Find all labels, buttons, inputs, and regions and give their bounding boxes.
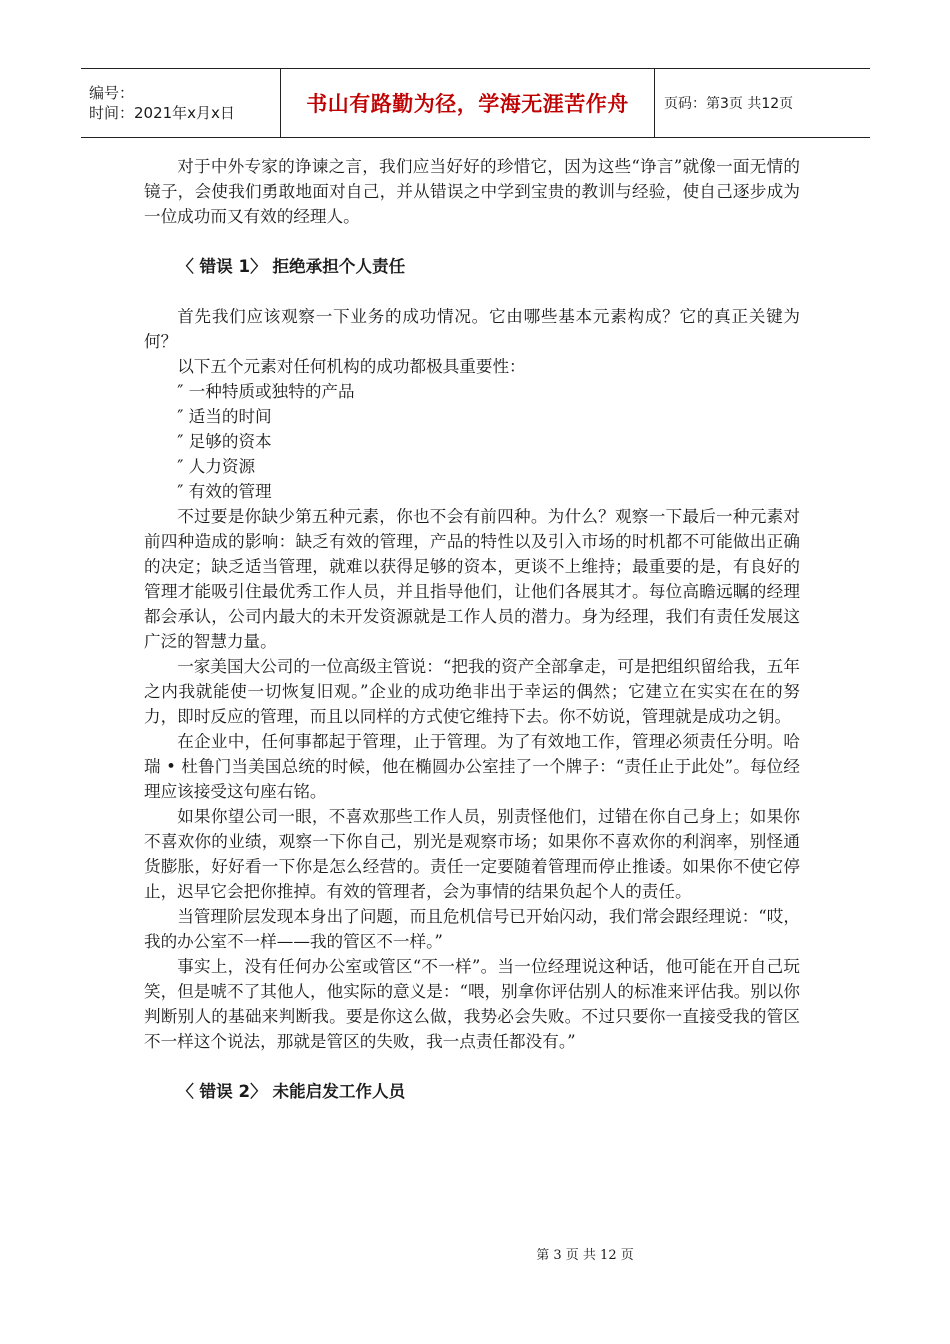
document-body <box>144 154 800 1104</box>
paragraph: 首先我们应该观察一下业务的成功情况。它由哪些基本元素构成？它的真正关键为何？ <box>144 307 800 351</box>
page-footer: 第 3 页 共 12 页 <box>536 1248 634 1263</box>
paragraph: 不过要是你缺少第五种元素，你也不会有前四种。为什么？观察一下最后一种元素对前四种造成的影响：缺乏有效的管理，产品的特性以及引入市场的时机都不可能做出正确的决定；缺乏适当管理，就难以获得足够的资本，更谈不上维持；最重要的是，有良好的管理才能吸引住最优秀工作人员，并且指导他们，让他们各展其才。每位高瞻远瞩的经理都会承认，公司内最大的未开发资源就是工作人员的潜力。身为经理，我们有责任发展这广泛的智慧力量。 <box>144 507 800 651</box>
list-item: ″ 有效的管理 <box>177 482 272 501</box>
header-page-number: 页码：第3页 共12页 <box>664 96 794 112</box>
intro-paragraph: 对于中外专家的诤谏之言，我们应当好好的珍惜它，因为这些“诤言”就像一面无情的镜子，会使我们勇敢地面对自己，并从错误之中学到宝贵的教训与经验，使自己逐步成为一位成功而又有效的经理人。 <box>144 157 800 226</box>
header-motto: 书山有路勤为径，学海无涯苦作舟 <box>281 69 655 137</box>
paragraph: 当管理阶层发现本身出了问题，而且危机信号已开始闪动，我们常会跟经理说：“哎，我的办公室不一样——我的管区不一样。” <box>144 907 800 951</box>
list-item: ″ 一种特质或独特的产品 <box>177 382 355 401</box>
paragraph: 事实上，没有任何办公室或管区“不一样”。当一位经理说这种话，他可能在开自己玩笑，但是唬不了其他人，他实际的意义是：“喂，别拿你评估别人的标准来评估我。别以你判断别人的基础来判断我。要是你这么做，我势必会失败。不过只要你一直接受我的管区不一样这个说法，那就是管区的失败，我一点责任都没有。” <box>144 957 800 1051</box>
section-heading-error-2: 〈 错误 2〉 未能启发工作人员 <box>177 1082 406 1101</box>
list-item: ″ 人力资源 <box>177 457 256 476</box>
paragraph: 以下五个元素对任何机构的成功都极具重要性： <box>177 357 526 376</box>
section-heading-error-1: 〈 错误 1〉 拒绝承担个人责任 <box>177 257 406 276</box>
list-item: ″ 适当的时间 <box>177 407 272 426</box>
page-header <box>81 68 870 138</box>
paragraph: 如果你望公司一眼，不喜欢那些工作人员，别责怪他们，过错在你自己身上；如果你不喜欢你的业绩，观察一下你自己，别光是观察市场；如果你不喜欢你的利润率，别怪通货膨胀，好好看一下你是怎么经营的。责任一定要随着管理而停止推诿。如果你不使它停止，迟早它会把你推掉。有效的管理者，会为事情的结果负起个人的责任。 <box>144 807 800 901</box>
paragraph: 一家美国大公司的一位高级主管说：“把我的资产全部拿走，可是把组织留给我，五年之内我就能使一切恢复旧观。”企业的成功绝非出于幸运的偶然；它建立在实实在在的努力，即时反应的管理，而且以同样的方式使它维持下去。你不妨说，管理就是成功之钥。 <box>144 657 800 726</box>
header-meta <box>81 69 281 137</box>
list-item: ″ 足够的资本 <box>177 432 272 451</box>
paragraph: 在企业中，任何事都起于管理，止于管理。为了有效地工作，管理必须责任分明。哈瑞 • 杜鲁门当美国总统的时候，他在椭圆办公室挂了一个牌子：“责任止于此处”。每位经理应该接受这句座右铭。 <box>144 732 800 801</box>
document-number-label: 编号： <box>89 84 135 102</box>
document-date-label: 时间：2021年x月x日 <box>89 104 235 122</box>
